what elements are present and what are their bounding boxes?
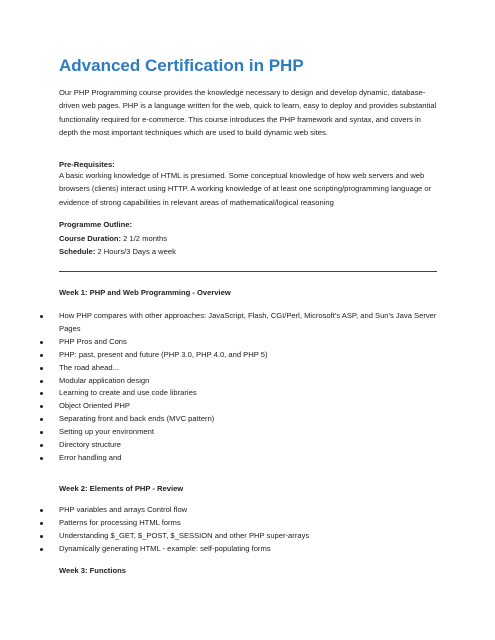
course-schedule (59, 247, 176, 256)
bullet-icon (40, 444, 43, 447)
list-item-text: Patterns for processing HTML forms (59, 517, 181, 527)
week3-heading: Week 3: Functions (59, 566, 126, 575)
list-item-text: Dynamically generating HTML - example: self-populating forms (59, 543, 271, 553)
bullet-icon (40, 431, 43, 434)
bullet-icon (40, 341, 43, 344)
list-item (40, 349, 440, 362)
list-item-text: Modular application design (59, 375, 150, 385)
bullet-icon (40, 535, 43, 538)
schedule-value: 2 Hours/3 Days a week (95, 247, 176, 256)
outline-heading: Programme Outline: (59, 220, 132, 229)
list-item (40, 530, 440, 543)
list-item-text: Separating front and back ends (MVC pattern) (59, 414, 215, 424)
week2-heading: Week 2: Elements of PHP - Review (59, 484, 184, 493)
course-duration (59, 234, 167, 243)
list-item (40, 387, 440, 400)
list-item (40, 504, 440, 517)
duration-label: Course Duration: (59, 234, 122, 243)
list-item (40, 310, 440, 336)
bullet-icon (40, 392, 43, 395)
list-item-text: Learning to create and use code libraries (59, 388, 197, 398)
list-item (40, 439, 440, 452)
list-item (40, 375, 440, 388)
list-item-text: Directory structure (59, 440, 122, 450)
bullet-icon (40, 380, 43, 383)
list-item-text: The road ahead... (59, 362, 119, 372)
list-item-text: PHP variables and arrays Control flow (59, 505, 188, 514)
bullet-icon (40, 315, 43, 318)
list-item-text: PHP Pros and Cons (59, 336, 127, 346)
list-item (40, 517, 440, 530)
bullet-icon (40, 354, 43, 357)
list-item (40, 336, 440, 349)
bullet-icon (40, 457, 43, 460)
prereq-heading: Pre-Requisites: (59, 160, 115, 169)
list-item-text: PHP: past, present and future (PHP 3.0, PHP 4.0, and PHP 5) (59, 349, 268, 359)
schedule-label: Schedule: (59, 247, 96, 256)
list-item (40, 362, 440, 375)
bullet-icon (40, 418, 43, 421)
list-item (40, 543, 440, 556)
bullet-icon (40, 405, 43, 408)
prereq-paragraph: A basic working knowledge of HTML is presumed. Some conceptual knowledge of how web servers and web browsers (clients) interact using HTTP. A working knowledge of at least one scripting/programming language or evidence of strong capabilities in relevant areas of mathematical/logical reasoning (59, 171, 432, 207)
bullet-icon (40, 548, 43, 551)
list-item-text: Object Oriented PHP (59, 401, 130, 411)
week1-list (40, 310, 440, 465)
list-item (40, 413, 440, 426)
duration-value: 2 1/2 months (121, 234, 168, 243)
list-item (40, 426, 440, 439)
list-item-text: Setting up your environment (59, 427, 154, 437)
week2-list (40, 504, 440, 556)
week1-heading: Week 1: PHP and Web Programming - Overview (59, 288, 231, 297)
bullet-icon (40, 509, 43, 512)
page-title: Advanced Certification in PHP (59, 56, 304, 75)
horizontal-divider (59, 271, 437, 272)
list-item-text: Error handling and (59, 452, 122, 462)
intro-paragraph: Our PHP Programming course provides the knowledge necessary to design and develop dynamic, database-driven web pages. PHP is a language written for the web, quick to learn, easy to deploy and provides substantial functionality required for e-commerce. This course introduces the PHP framework and syntax, and covers in depth the most important techniques which are used to build dynamic web sites. (59, 88, 437, 138)
bullet-icon (40, 367, 43, 370)
bullet-icon (40, 522, 43, 525)
list-item-text: Understanding $_GET, $_POST, $_SESSION and other PHP super-arrays (59, 530, 310, 540)
list-item-text: How PHP compares with other approaches: JavaScript, Flash, CGI/Perl, Microsoft's ASP, and Sun's Java Server Pages (59, 311, 437, 333)
list-item (40, 452, 440, 465)
list-item (40, 400, 440, 413)
